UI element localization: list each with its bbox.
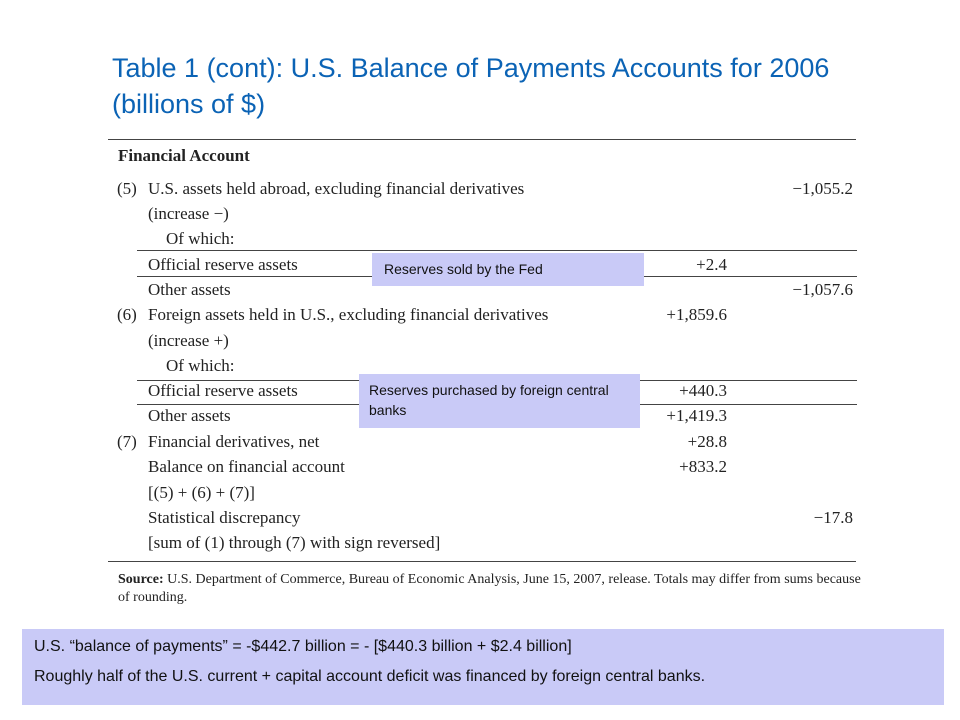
- row-label: Other assets: [148, 280, 231, 299]
- row-number: (7): [117, 432, 137, 451]
- table-row: [0, 176, 960, 201]
- row-label: (increase +): [148, 331, 229, 350]
- row-label: U.S. assets held abroad, excluding financial derivatives: [148, 179, 525, 198]
- table-row: [0, 226, 960, 251]
- source-text: U.S. Department of Commerce, Bureau of Economic Analysis, June 15, 2007, release. Totals may differ from sums because of rounding.: [118, 572, 861, 605]
- row-label: (increase −): [148, 204, 229, 223]
- row-label: Of which:: [166, 356, 235, 375]
- summary-line-2: Roughly half of the U.S. current + capital account deficit was financed by foreign central banks.: [34, 668, 706, 685]
- row-value-col1: +1,419.3: [666, 406, 727, 425]
- slide-title: Table 1 (cont): U.S. Balance of Payments Accounts for 2006 (billions of $): [112, 53, 830, 119]
- row-label: Financial derivatives, net: [148, 432, 320, 451]
- table-row: [0, 505, 960, 530]
- table-row: [0, 480, 960, 505]
- row-label: Official reserve assets: [148, 381, 298, 400]
- summary-line-1: U.S. “balance of payments” = -$442.7 billion = - [$440.3 billion + $2.4 billion]: [34, 638, 572, 655]
- row-label: Official reserve assets: [148, 255, 298, 274]
- row-label: [sum of (1) through (7) with sign reversed]: [148, 533, 441, 552]
- row-value-col2: −1,055.2: [792, 179, 853, 198]
- table-row: [0, 530, 960, 555]
- row-value-col1: +440.3: [679, 381, 727, 400]
- row-number: (6): [117, 305, 137, 324]
- row-label: Balance on financial account: [148, 457, 345, 476]
- table-row: [0, 429, 960, 454]
- table-rule: [137, 250, 857, 251]
- source-label: Source:: [118, 572, 164, 587]
- table-heading: Financial Account: [118, 146, 250, 165]
- table-row: [0, 201, 960, 226]
- row-number: (5): [117, 179, 137, 198]
- callout-reserves-purchased: Reserves purchased by foreign central banks: [359, 374, 640, 428]
- row-value-col1: +28.8: [687, 432, 727, 451]
- row-value-col1: +2.4: [696, 255, 727, 274]
- row-value-col2: −17.8: [813, 508, 853, 527]
- row-value-col1: +1,859.6: [666, 305, 727, 324]
- row-label: Of which:: [166, 229, 235, 248]
- table-row: [0, 454, 960, 479]
- row-value-col2: −1,057.6: [792, 280, 853, 299]
- table-row: [0, 328, 960, 353]
- callout-reserves-sold: Reserves sold by the Fed: [372, 253, 644, 286]
- row-label: Statistical discrepancy: [148, 508, 301, 527]
- source-note: [118, 571, 863, 607]
- row-label: [(5) + (6) + (7)]: [148, 483, 255, 502]
- summary-box: [22, 629, 944, 705]
- row-value-col1: +833.2: [679, 457, 727, 476]
- table-top-rule: [108, 139, 856, 140]
- table-row: [0, 302, 960, 327]
- row-label: Other assets: [148, 406, 231, 425]
- table-bottom-rule: [108, 561, 856, 562]
- row-label: Foreign assets held in U.S., excluding financial derivatives: [148, 305, 549, 324]
